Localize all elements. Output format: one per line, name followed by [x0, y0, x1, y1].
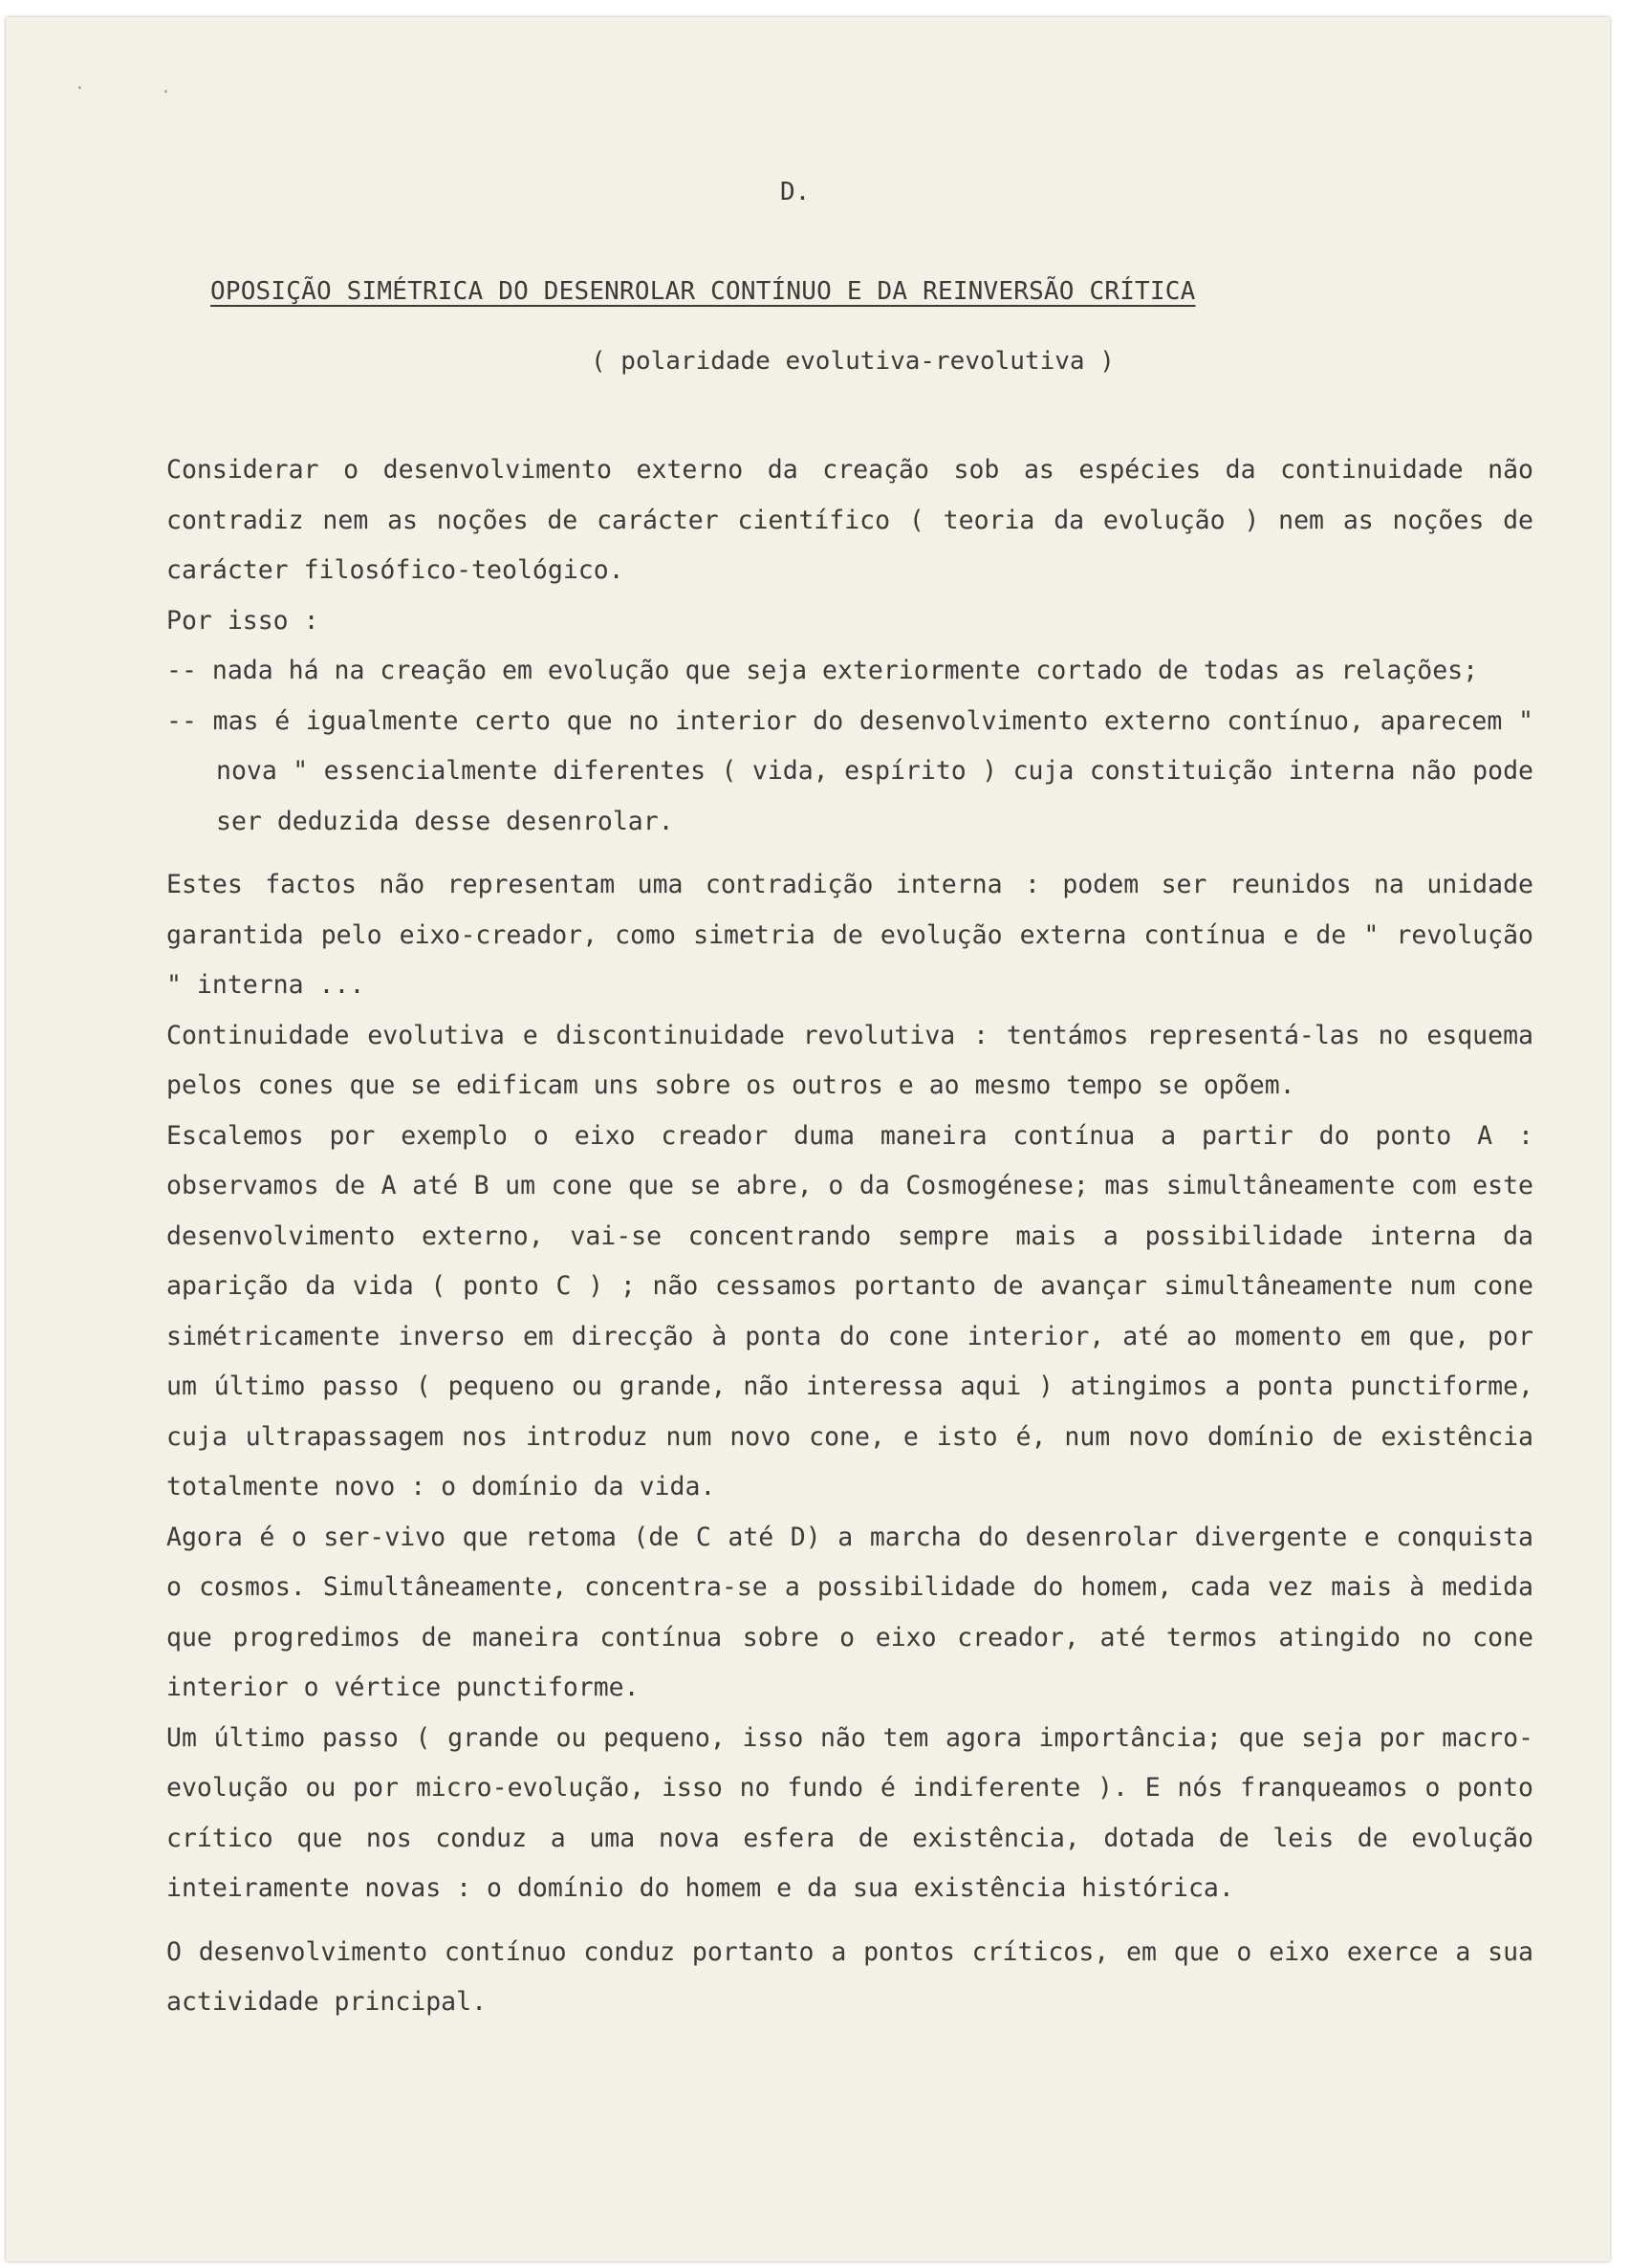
paragraph-1: Considerar o desenvolvimento externo da creação sob as espécies da continuidade não contradiz nem as noções de carácter científico ( teoria da evolução ) nem as noções de carácter filosófico-teológico. — [166, 455, 1533, 585]
paragraph-7: Um último passo ( grande ou pequeno, isso não tem agora importância; que seja por macro-evolução ou por micro-evolução, isso no fundo é indiferente ). E nós franqueamos o ponto crítico que nos conduz a uma nova esfera de existência, dotada de leis de evolução inteiramente novas : o domínio do homem e da sua existência histórica. — [166, 1722, 1533, 1903]
document-subtitle: ( polaridade evolutiva-revolutiva ) — [591, 347, 1115, 376]
paper-speck: · — [75, 78, 85, 98]
paragraph-5: Escalemos por exemplo o eixo creador duma maneira contínua a partir do ponto A : observamos de A até B um cone que se abre, o da Cosmogénese; mas simultâneamente com este desenvolvimento externo, vai-se concentrando sempre mais a possibilidade interna da aparição da vida ( ponto C ) ; não cessamos portanto de avançar simultâneamente num cone simétricamente inverso em direcção à ponta do cone interior, até ao momento em que, por um último passo ( pequeno ou grande, não interessa aqui ) atingimos a ponta punctiforme, cuja ultrapassagem nos introduz num novo cone, e isto é, num novo domínio de existência totalmente novo : o domínio da vida. — [166, 1120, 1533, 1501]
paper-speck: · — [161, 82, 171, 102]
document-title: OPOSIÇÃO SIMÉTRICA DO DESENROLAR CONTÍNUO E DA REINVERSÃO CRÍTICA — [210, 277, 1196, 306]
list-item-1: -- nada há na creação em evolução que seja exteriormente cortado de todas as relações; — [166, 656, 1479, 685]
paragraph-2: Por isso : — [166, 605, 319, 636]
document-page — [6, 17, 1610, 2261]
paragraph-4: Continuidade evolutiva e discontinuidade revolutiva : tentámos representá-las no esquema pelos cones que se edificam uns sobre os outros e ao mesmo tempo se opõem. — [166, 1020, 1533, 1100]
paragraph-8: O desenvolvimento contínuo conduz portanto a pontos críticos, em que o eixo exerce a sua actividade principal. — [166, 1936, 1533, 2017]
paragraph-6: Agora é o ser-vivo que retoma (de C até D) a marcha do desenrolar divergente e conquista o cosmos. Simultâneamente, concentra-se a possibilidade do homem, cada vez mais à medida que progredimos de maneira contínua sobre o eixo creador, até termos atingido no cone interior o vértice punctiforme. — [166, 1522, 1533, 1702]
paragraph-3: Estes factos não representam uma contradição interna : podem ser reunidos na unidade garantida pelo eixo-creador, como simetria de evolução externa contínua e de " revolução " interna ... — [166, 870, 1533, 1000]
page-marker: D. — [780, 178, 811, 206]
list-item-2: -- mas é igualmente certo que no interior do desenvolvimento externo contínuo, aparecem " nova " essencialmente diferentes ( vida, espírito ) cuja constituição interna não pode ser deduzida desse desenrolar. — [166, 705, 1533, 836]
body-text — [166, 445, 1533, 2028]
